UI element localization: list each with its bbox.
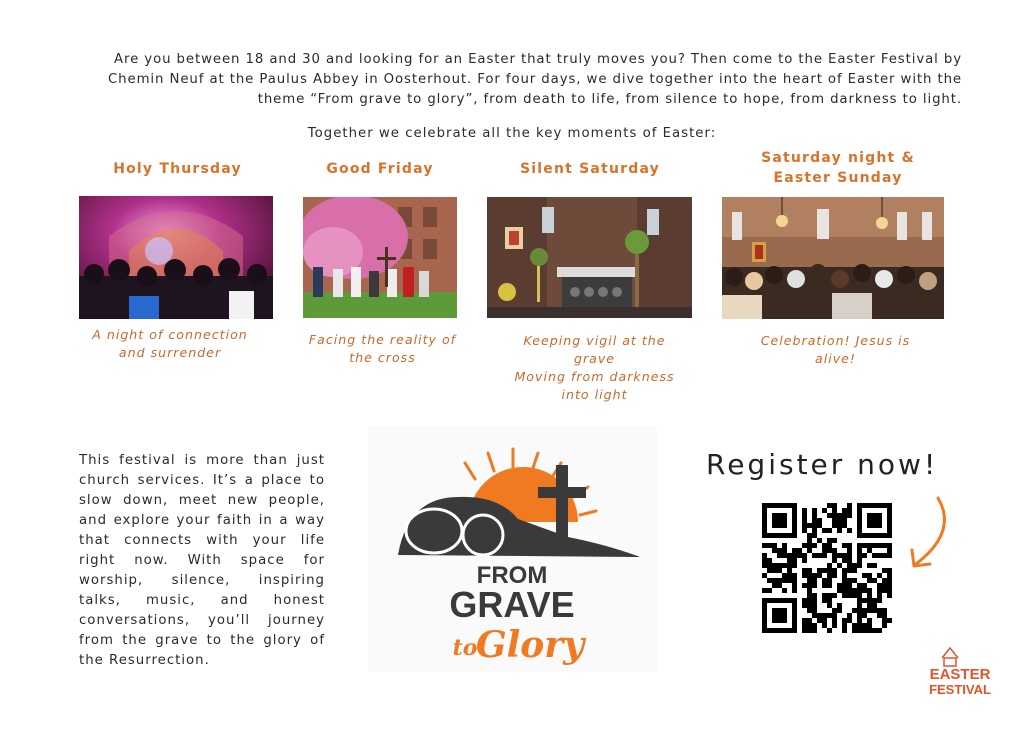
from-grave-to-glory-logo bbox=[368, 427, 657, 672]
logo-to: to bbox=[452, 635, 478, 661]
logo-grave: GRAVE bbox=[449, 584, 575, 625]
logo-glory: Glory bbox=[475, 624, 585, 666]
day-title-holy-thursday: Holy Thursday bbox=[113, 161, 242, 177]
silent-saturday-photo bbox=[487, 197, 692, 318]
caption-good-friday: Facing the reality of the cross bbox=[308, 332, 457, 365]
register-heading: Register now! bbox=[706, 448, 939, 481]
good-friday-photo bbox=[303, 197, 457, 318]
festival-logo-line1: EASTER bbox=[929, 666, 991, 683]
caption-silent-saturday-line1: Keeping vigil at the grave bbox=[523, 333, 666, 366]
caption-easter-sunday: Celebration! Jesus is alive! bbox=[760, 333, 911, 366]
curved-arrow-icon bbox=[900, 494, 960, 574]
easter-sunday-photo bbox=[722, 197, 944, 319]
holy-thursday-photo bbox=[79, 196, 273, 319]
festival-description: This festival is more than just church services. It’s a place to slow down, meet new people, and explore your faith in a way that connects with your life right now. With space for worship, silence, inspiring talks, music, and honest conversations, you’ll journey from the grave to the glory of the Resurrection. bbox=[79, 453, 325, 668]
caption-holy-thursday: A night of connection and surrender bbox=[92, 327, 248, 360]
day-title-silent-saturday: Silent Saturday bbox=[520, 161, 660, 177]
intro-paragraph: Are you between 18 and 30 and looking for an Easter that truly moves you? Then come to the Easter Festival by Chemin Neuf at the Paulus Abbey in Oosterhout. For four days, we dive together into the heart of Easter with the theme “From grave to glory”, from death to life, from silence to hope, from darkness to light. bbox=[107, 52, 962, 107]
day-title-good-friday: Good Friday bbox=[326, 161, 434, 177]
caption-silent-saturday bbox=[507, 332, 682, 404]
registration-qr-code[interactable] bbox=[762, 503, 892, 633]
easter-festival-logo bbox=[920, 646, 998, 702]
logo-from: FROM bbox=[476, 562, 548, 589]
day-title-easter-sunday: Saturday night & Easter Sunday bbox=[761, 150, 915, 186]
festival-logo-line2: FESTIVAL bbox=[929, 682, 991, 697]
caption-silent-saturday-line2: Moving from darkness into light bbox=[514, 369, 675, 402]
section-subheading: Together we celebrate all the key moments of Easter: bbox=[307, 126, 717, 141]
